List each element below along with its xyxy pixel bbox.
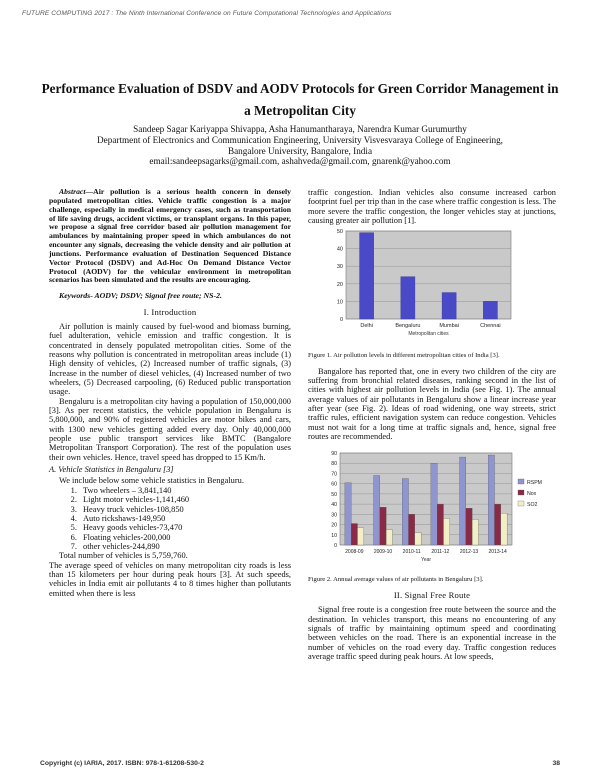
bar bbox=[466, 509, 472, 546]
bar bbox=[357, 528, 363, 545]
x-tick-label: 2010-11 bbox=[402, 549, 421, 556]
y-tick-label: 0 bbox=[334, 543, 337, 550]
running-header: FUTURE COMPUTING 2017 : The Ninth International Conference on Future Computational Technologies and Applications bbox=[22, 10, 392, 17]
figure-1-chart bbox=[318, 225, 556, 347]
bar bbox=[409, 515, 415, 546]
annual-pollutants-bar-chart bbox=[318, 447, 550, 569]
page-footer bbox=[40, 760, 560, 767]
list-item: 6. Floating vehicles-200,000 bbox=[79, 533, 291, 542]
list-item: 4. Auto rickshaws-149,950 bbox=[79, 514, 291, 523]
x-tick-label: Delhi bbox=[360, 323, 373, 330]
y-tick-label: 30 bbox=[331, 512, 337, 519]
section-heading-signal-free-route: II. Signal Free Route bbox=[393, 589, 471, 600]
x-tick-label: 2012-13 bbox=[459, 549, 479, 556]
y-tick-label: 40 bbox=[336, 246, 343, 253]
legend-label: SO2 bbox=[527, 502, 538, 509]
signal-free-route-paragraph: Signal free route is a congestion free route between the source and the destination. In vehicles transport, this means no encountering of any signals of traffic by maintaining optimum speed and coordinating between vehicles on the road. There is an exponential increase in the number of vehicles on the road every day. Traffic congestion reduces average traffic speed during peak hours. At low speeds, bbox=[308, 605, 556, 661]
y-tick-label: 30 bbox=[336, 264, 343, 271]
figure-1-caption: Figure 1. Air pollution levels in different metropolitan cities of India [3]. bbox=[308, 351, 500, 359]
y-tick-label: 20 bbox=[331, 523, 337, 530]
section-heading-introduction: I. Introduction bbox=[143, 306, 197, 317]
x-tick-label: Mumbai bbox=[439, 323, 459, 330]
y-tick-label: 90 bbox=[331, 451, 337, 458]
legend-label: Nox bbox=[527, 491, 537, 498]
bar bbox=[443, 519, 449, 546]
y-tick-label: 0 bbox=[339, 317, 343, 324]
affiliation-line-2: Bangalore University, Bangalore, India bbox=[227, 145, 373, 156]
right-paragraph-bangalore: Bangalore has reported that, one in every two children of the city are suffering from bronchial related diseases, ranking second in the list of cities with highest air pollution levels in India (see Fig. 1). The annual average values of air pollutants in Bengaluru show a linear increase year after year (see Fig. 2). Ideas of road widening, one way streets, strict traffic rules, efficient navigation system can reduce congestion. Vehicles must not wait for a long time at traffic signals and, hence, signal free routes are recommended. bbox=[308, 366, 556, 442]
y-tick-label: 50 bbox=[336, 229, 343, 236]
legend-swatch bbox=[518, 501, 524, 506]
author-emails: email:sandeepsagarks@gmail.com, ashahveda@gmail.com, gnarenk@yahoo.com bbox=[149, 156, 451, 167]
bar bbox=[386, 530, 392, 545]
author-block bbox=[40, 124, 560, 167]
right-column bbox=[308, 188, 556, 661]
abstract-text: —Air pollution is a serious health concern in densely populated metropolitan cities. Vehicle traffic congestion is a major challenge, especially in medical emergency cases, such as transportation of life saving drugs, accident victims, or transplant organs. In this paper, we propose a signal free corridor based air pollution management for ambulances by maintaining proper speed in which ambulances do not encounter any signals, decreasing the vehicle density and air pollution at junctions. Performance evaluation of Destination Sequenced Distance Vector Protocol (DSDV) and Ad-Hoc On Demand Distance Vector Protocol (AODV) for the vehicular environment in metropolitan scenarios has been simulated and the results are encouraging. bbox=[49, 187, 291, 285]
x-tick-label: 2013-14 bbox=[488, 549, 507, 556]
author-names: Sandeep Sagar Kariyappa Shivappa, Asha Hanumantharaya, Narendra Kumar Gurumurthy bbox=[133, 124, 467, 134]
legend-label: RSPM bbox=[527, 480, 542, 487]
abstract-label: Abstract bbox=[59, 187, 86, 196]
bar bbox=[437, 505, 443, 546]
list-item: 1. Two wheelers – 3,841,140 bbox=[79, 486, 291, 495]
intro-paragraph-1: Air pollution is mainly caused by fuel-wood and biomass burning, fuel adulteration, vehicle emission and traffic congestion. It is concentrated in densely populated metropolitan cities. Some of the reasons why pollution is concentrated in metropolitan areas include (1) High density of vehicles, (2) Increased number of traffic signals, (3) Increase in the number of diesel vehicles, (4) Increased number of two wheelers, (5) Decreased carpooling, (6) Reduced public transportation usage. bbox=[49, 321, 291, 397]
intro-paragraph-2: Bengaluru is a metropolitan city having a population of 150,000,000 [3]. As per recent statistics, the vehicle population in Bengaluru is 5,800,000, and 90% of registered vehicles are motor bikes and cars, with 1300 new vehicles getting added every day. Only 40,000,000 people use public transport services like BMTC (Bangalore Metropolitan Transport Corporation). The rest of the population uses their own vehicles. Hence, travel speed has dropped to 15 Km/h. bbox=[49, 396, 291, 462]
legend-swatch bbox=[518, 490, 524, 495]
x-axis-label: Metropolitan cities bbox=[408, 331, 449, 338]
x-tick-label: Chennai bbox=[480, 323, 501, 330]
list-item: 5. Heavy goods vehicles-73,470 bbox=[79, 523, 291, 532]
abstract bbox=[49, 188, 291, 285]
bar bbox=[483, 302, 497, 320]
y-tick-label: 60 bbox=[331, 482, 337, 489]
list-item: 7. other vehicles-244,890 bbox=[79, 542, 291, 551]
list-intro: We include below some vehicle statistics in Bengaluru. bbox=[59, 476, 244, 486]
figure-2-chart bbox=[318, 447, 556, 571]
bar bbox=[460, 458, 466, 546]
bar bbox=[488, 456, 494, 546]
bar bbox=[380, 508, 386, 546]
pollution-by-city-bar-chart bbox=[318, 225, 538, 345]
x-axis-label: Year bbox=[420, 557, 432, 564]
footer-copyright: Copyright (c) IARIA, 2017. ISBN: 978-1-61208-530-2 bbox=[40, 760, 204, 767]
paper-title: Performance Evaluation of DSDV and AODV Protocols for Green Corridor Management in a Metropolitan City bbox=[41, 81, 559, 118]
bar bbox=[431, 464, 437, 546]
legend-swatch bbox=[518, 479, 524, 484]
intro-paragraph-3: The average speed of vehicles on many metropolitan city roads is less than 15 kilometers per hour during peak hours [3]. At such speeds, vehicles in India emit air pollutants 4 to 8 times higher than pollutants emitted when there is less bbox=[49, 560, 291, 598]
affiliation-line-1: Department of Electronics and Communication Engineering, University Visvesvaraya College of Engineering, bbox=[97, 134, 503, 145]
bar bbox=[495, 505, 501, 546]
bar bbox=[402, 479, 408, 545]
keywords: Keywords- AODV; DSDV; Signal free route; NS-2. bbox=[59, 291, 222, 301]
y-tick-label: 20 bbox=[336, 282, 343, 289]
x-tick-label: 2009-10 bbox=[373, 549, 393, 556]
y-tick-label: 40 bbox=[331, 502, 337, 509]
bar bbox=[442, 293, 456, 319]
y-tick-label: 80 bbox=[331, 461, 337, 468]
right-paragraph-continued: traffic congestion. Indian vehicles also consume increased carbon footprint fuel per trip than in the case where traffic congestion is less. The more severe the traffic congestion, the longer vehicles stay at junctions, causing greater air pollution [1]. bbox=[308, 188, 556, 226]
left-column bbox=[49, 188, 291, 598]
list-item: 3. Heavy truck vehicles-108,850 bbox=[79, 505, 291, 514]
vehicle-statistics-list bbox=[49, 486, 291, 551]
x-tick-label: Bengaluru bbox=[395, 323, 421, 330]
bar bbox=[360, 233, 374, 319]
list-item: 2. Light motor vehicles-1,141,460 bbox=[79, 495, 291, 504]
y-tick-label: 10 bbox=[336, 299, 343, 306]
vehicle-total: Total number of vehicles is 5,759,760. bbox=[59, 551, 188, 561]
y-tick-label: 50 bbox=[331, 492, 337, 499]
bar bbox=[374, 476, 380, 546]
page-number: 38 bbox=[552, 760, 560, 767]
bar bbox=[345, 483, 351, 545]
subsection-heading-vehicle-statistics: A. Vehicle Statistics in Bengaluru [3] bbox=[49, 465, 174, 475]
plot-area bbox=[340, 453, 512, 545]
y-tick-label: 10 bbox=[331, 533, 337, 540]
bar bbox=[415, 533, 421, 545]
x-tick-label: 2011-12 bbox=[431, 549, 450, 556]
bar bbox=[401, 277, 415, 319]
bar bbox=[351, 524, 357, 545]
figure-2-caption: Figure 2. Annual average values of air pollutants in Bengaluru [3]. bbox=[308, 575, 484, 583]
y-tick-label: 70 bbox=[331, 471, 337, 478]
bar bbox=[472, 520, 478, 546]
bar bbox=[501, 514, 507, 546]
x-tick-label: 2008-09 bbox=[345, 549, 364, 556]
